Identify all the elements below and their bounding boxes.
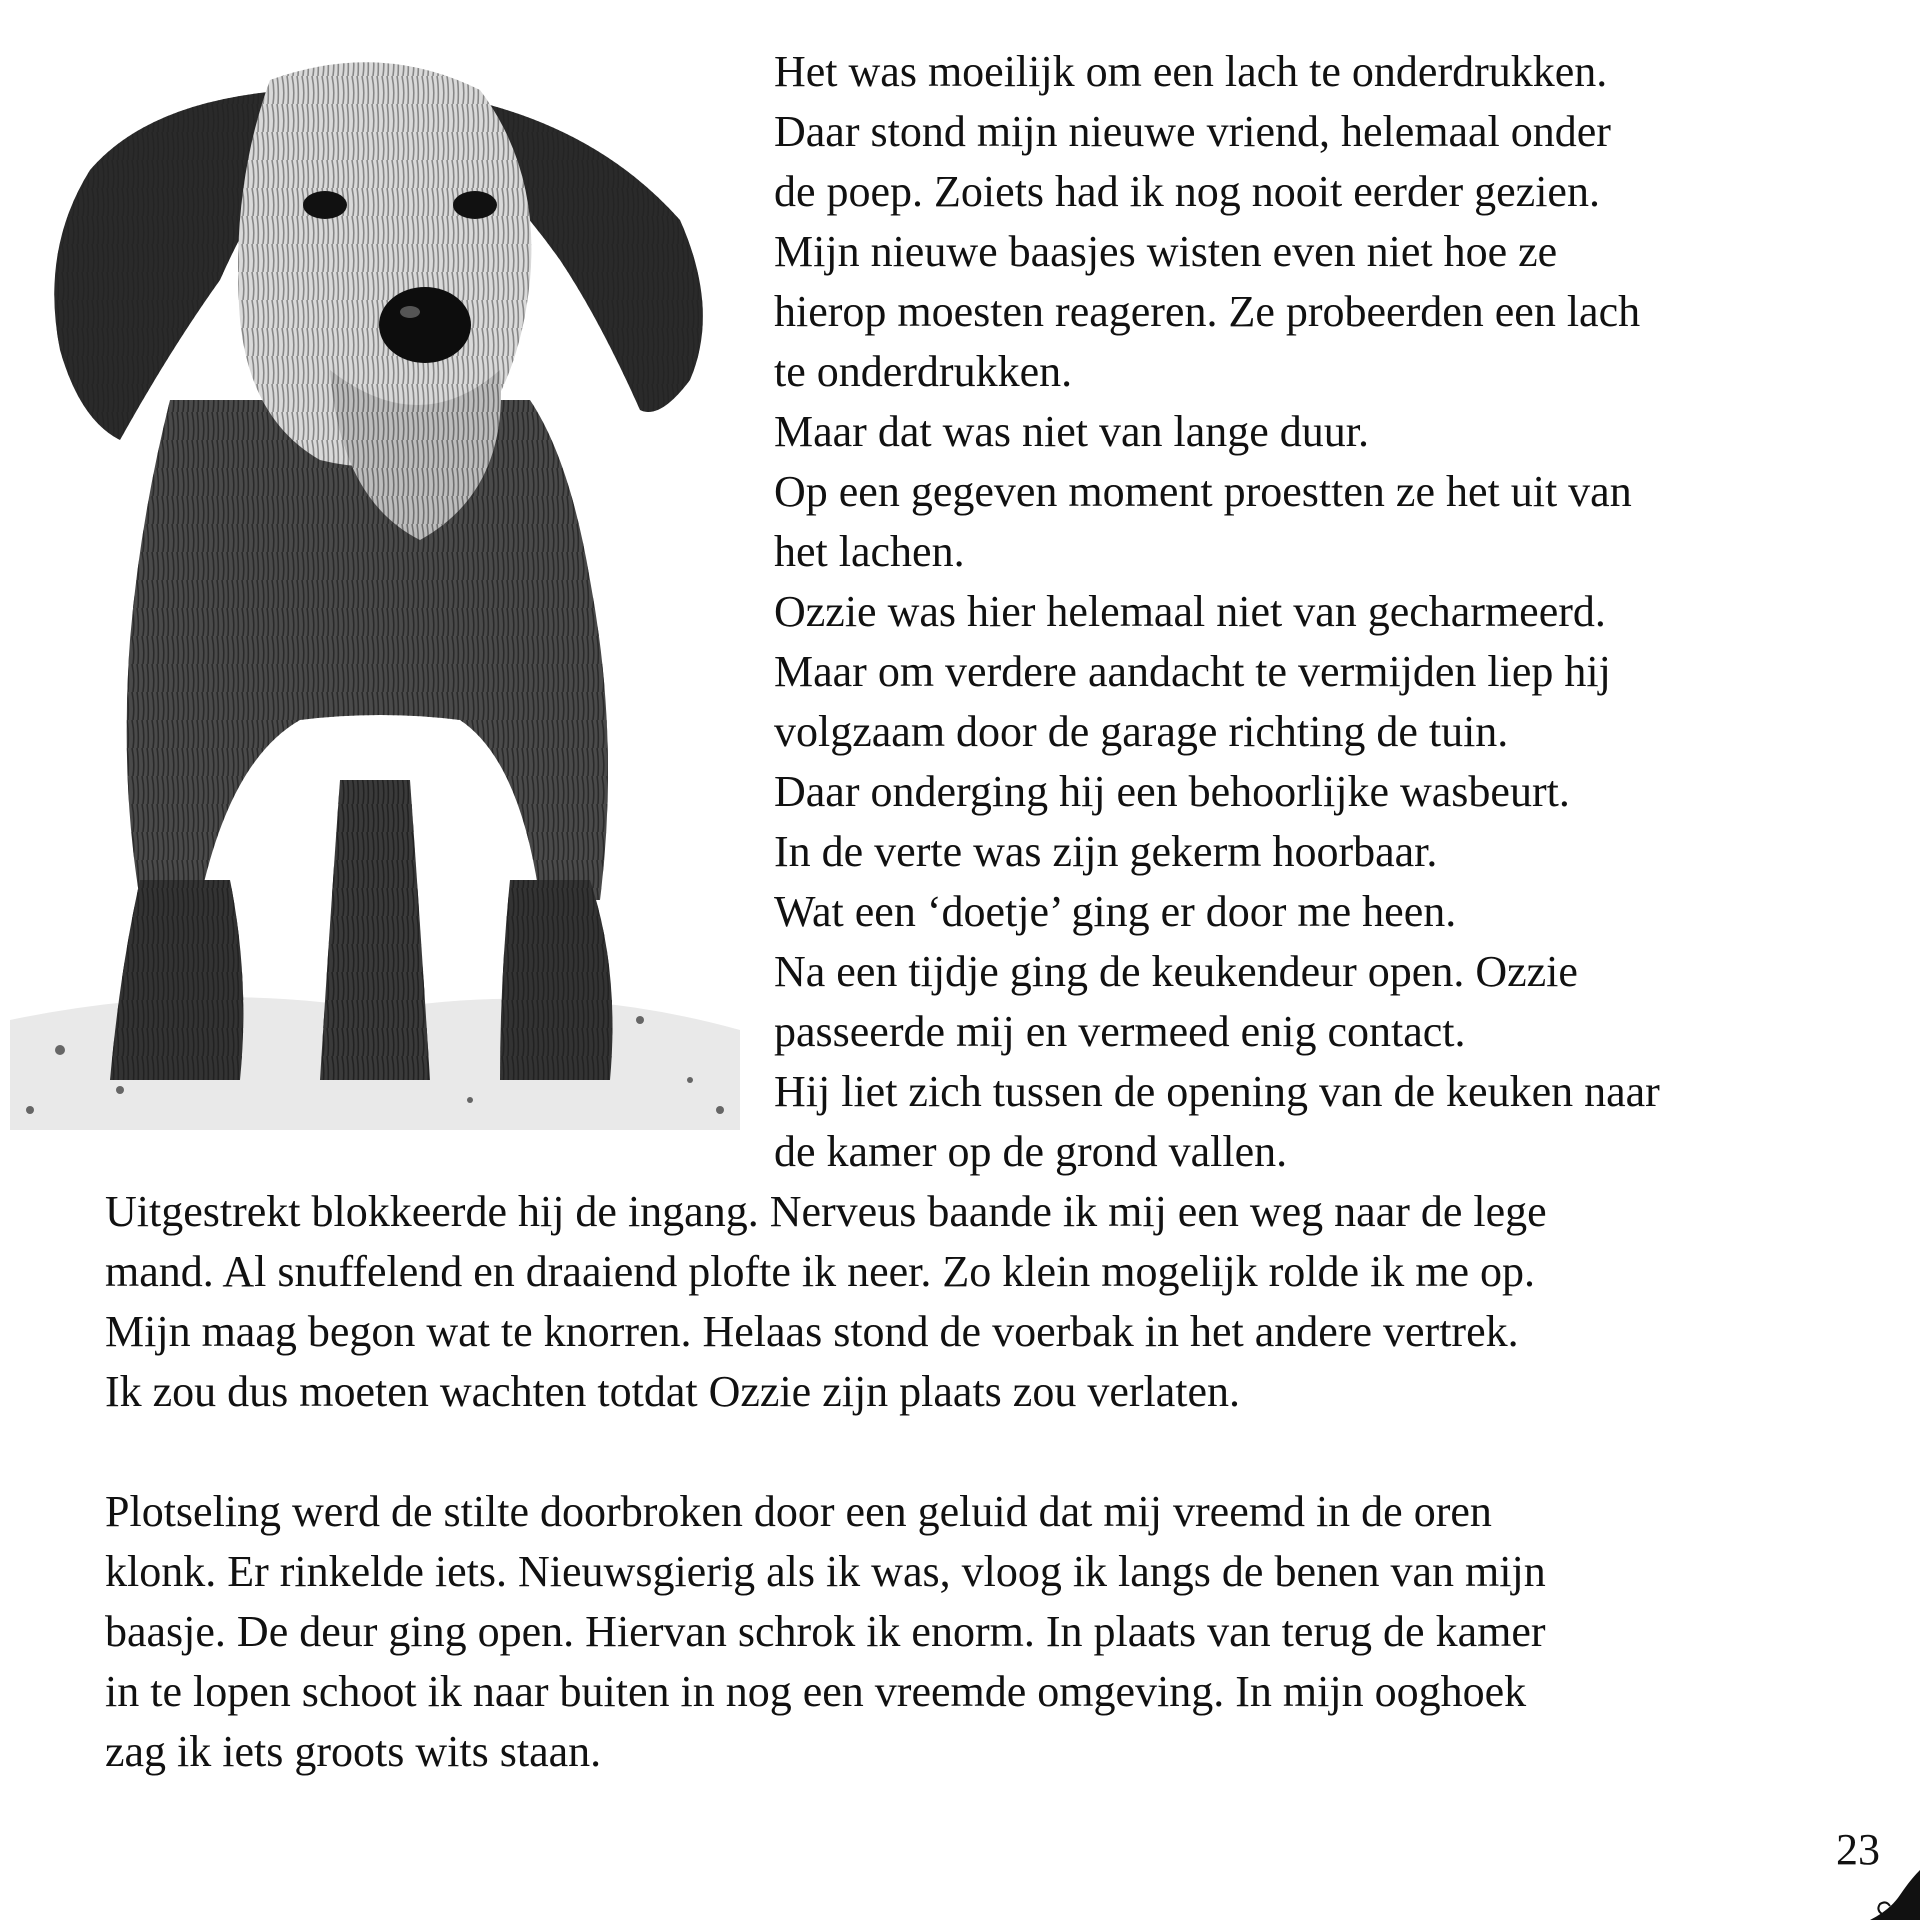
paragraph-spacer [105,1422,1885,1482]
text-line: Plotseling werd de stilte doorbroken door een geluid dat mij vreemd in de oren [105,1487,1492,1536]
text-line: de poep. Zoiets had ik nog nooit eerder gezien. [774,167,1600,216]
paragraph-2 [105,1482,1885,1782]
text-line: zag ik iets groots wits staan. [105,1727,602,1776]
text-line: het lachen. [774,527,965,576]
text-line: Maar dat was niet van lange duur. [774,407,1370,456]
text-line: Hij liet zich tussen de opening van de keuken naar [774,1067,1660,1116]
text-line: hierop moesten reageren. Ze probeerden een lach [774,287,1641,336]
dog-icon [0,20,750,1150]
text-line: in te lopen schoot ik naar buiten in nog een vreemde omgeving. In mijn ooghoek [105,1667,1527,1716]
page-number: 23 [1836,1825,1880,1874]
text-line: de kamer op de grond vallen. [774,1127,1288,1176]
text-line: Uitgestrekt blokkeerde hij de ingang. Nerveus baande ik mij een weg naar de lege [105,1187,1547,1236]
text-line: baasje. De deur ging open. Hiervan schrok ik enorm. In plaats van terug de kamer [105,1607,1546,1656]
text-line: volgzaam door de garage richting de tuin. [774,707,1509,756]
text-line: Maar om verdere aandacht te vermijden liep hij [774,647,1611,696]
text-line: Ozzie was hier helemaal niet van gecharmeerd. [774,587,1606,636]
text-line: te onderdrukken. [774,347,1073,396]
text-line: Daar stond mijn nieuwe vriend, helemaal onder [774,107,1611,156]
text-line: passeerde mij en vermeed enig contact. [774,1007,1466,1056]
text-line: Op een gegeven moment proestten ze het uit van [774,467,1632,516]
page-curl-icon [1860,1870,1920,1920]
text-line: Daar onderging hij een behoorlijke wasbeurt. [774,767,1570,816]
text-line: Wat een ‘doetje’ ging er door me heen. [774,887,1457,936]
text-line: Het was moeilijk om een lach te onderdrukken. [774,47,1608,96]
text-line: Mijn maag begon wat te knorren. Helaas stond de voerbak in het andere vertrek. [105,1307,1519,1356]
text-line: Mijn nieuwe baasjes wisten even niet hoe ze [774,227,1558,276]
text-line: Na een tijdje ging de keukendeur open. Ozzie [774,947,1578,996]
body-text-block [105,1182,1885,1782]
text-line: klonk. Er rinkelde iets. Nieuwsgierig als ik was, vloog ik langs de benen van mijn [105,1547,1546,1596]
text-line: Ik zou dus moeten wachten totdat Ozzie zijn plaats zou verlaten. [105,1367,1241,1416]
paragraph-1 [105,1182,1885,1422]
wet-dog-illustration [0,20,750,1150]
text-line: In de verte was zijn gekerm hoorbaar. [774,827,1438,876]
text-line: mand. Al snuffelend en draaiend plofte ik neer. Zo klein mogelijk rolde ik me op. [105,1247,1536,1296]
wrapped-text-block [774,42,1894,1182]
